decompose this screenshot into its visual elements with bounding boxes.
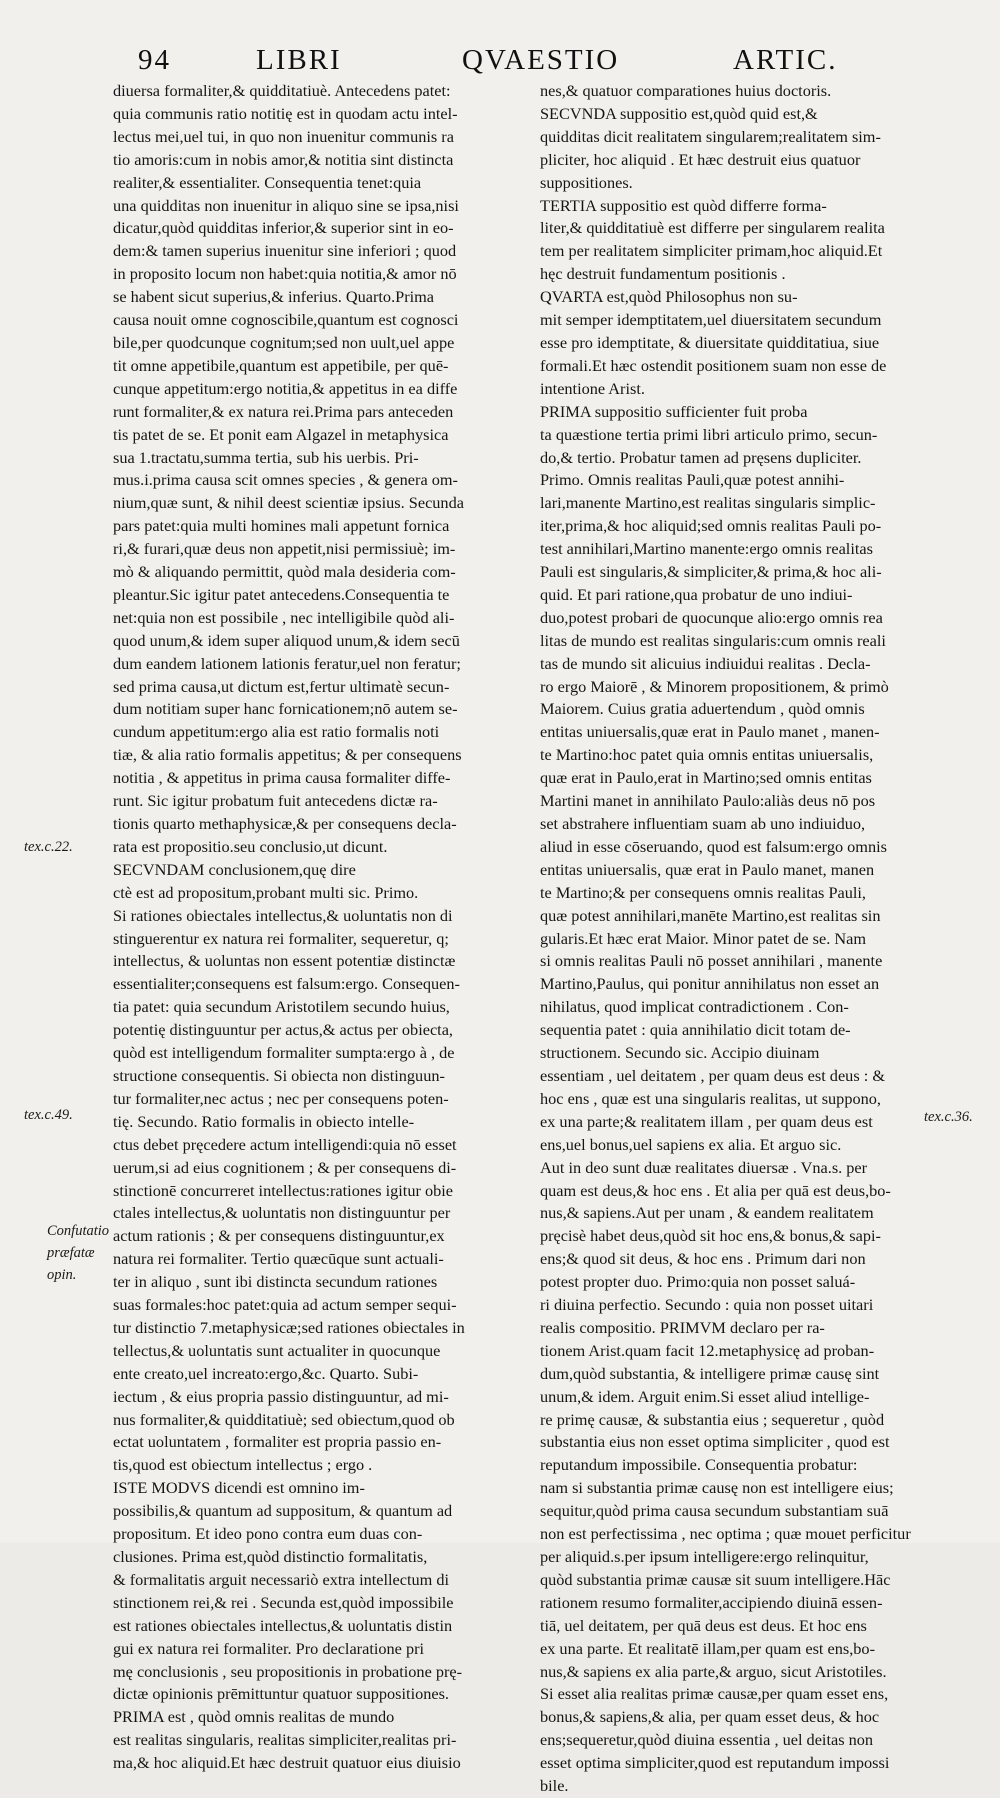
margin-note-right-1: tex.c.36.	[924, 1109, 973, 1125]
text-line: ctales intellectus,& uoluntatis non distinguuntur per	[113, 1203, 451, 1223]
text-line: suas formales:hoc patet:quia ad actum semper sequi-	[113, 1295, 457, 1315]
text-line: tię. Secundo. Ratio formalis in obiecto intelle-	[113, 1111, 415, 1131]
text-line: mit semper idemptitatem,uel diuersitatem secundum	[540, 310, 882, 330]
text-line: nium,quæ sunt, & nihil deest scientiæ ipsius. Secunda	[113, 493, 464, 513]
text-line: set abstrahere influentiam suam ab uno indiuiduo,	[540, 814, 866, 833]
text-line: quidditas dicit realitatem singularem;realitatem sim-	[540, 126, 881, 146]
text-line: hoc ens , quæ est una singularis realitas, ut suppono,	[540, 1088, 881, 1108]
text-line: Martino,Paulus, qui ponitur annihilatus non esset an	[540, 974, 880, 994]
text-line: per aliquid.s.per ipsum intelligere:ergo relinquitur,	[540, 1547, 869, 1566]
text-line: una quidditas non inuenitur in aliquo sine se ipsa,nisi	[113, 195, 459, 215]
text-line: rationem resumo formaliter,accipiendo diuinā essen-	[540, 1592, 883, 1612]
text-line: pliciter, hoc aliquid . Et hæc destruit eius quatuor	[540, 149, 861, 169]
margin-note-left-2: tex.c.49.	[24, 1107, 73, 1123]
text-line: Martini manet in annihilato Paulo:aliàs deus nō pos	[540, 791, 876, 811]
page-number: 94	[138, 44, 171, 76]
text-line: entitas uniuersalis,quæ erat in Paulo manet , manen-	[540, 722, 880, 742]
text-line: te Martino:hoc patet quia omnis entitas uniuersalis,	[540, 745, 874, 765]
text-line: gui ex natura rei formaliter. Pro declaratione pri	[113, 1638, 425, 1658]
text-line: Maiorem. Cuius gratia aduertendum , quòd omnis	[540, 699, 865, 719]
running-head-left: LIBRI	[256, 44, 342, 76]
text-line: propositum. Et ideo pono contra eum duas con-	[113, 1524, 423, 1544]
text-line: formali.Et hæc ostendit positionem suam non esse de	[540, 355, 887, 375]
text-line: ex una parte. Et realitatē illam,per quam est ens,bo-	[540, 1638, 875, 1658]
text-line: nus formaliter,& quidditatiuè; sed obiectum,quod ob	[113, 1409, 455, 1429]
running-head-center: QVAESTIO	[462, 44, 620, 76]
text-line: SECVNDAM conclusionem,quę dire	[113, 859, 356, 879]
text-line: stinguerentur ex natura rei formaliter, sequeretur, q;	[113, 928, 449, 948]
left-text-column	[113, 80, 515, 1775]
text-line: stinctionē concurreret intellectus:rationes igitur obie	[113, 1180, 453, 1200]
text-line: Primo. Omnis realitas Pauli,quæ potest annihi-	[540, 470, 845, 490]
text-line: dum eandem lationem lationis feratur,uel non feratur;	[113, 653, 461, 673]
text-line: intellectus, & uoluntas non essent potentiæ distinctæ	[113, 951, 456, 971]
text-line: bile,per quodcunque cognitum;sed non uult,uel appe	[113, 332, 455, 352]
text-line: te Martino;& per consequens omnis realitas Pauli,	[540, 882, 867, 902]
text-line: ma,& hoc aliquid.Et hæc destruit quatuor eius diuisio	[113, 1753, 461, 1773]
text-line: esse pro idemptitate, & diuersitate quidditatiua, siue	[540, 332, 880, 352]
text-line: sequitur,quòd prima causa secundum substantiam suā	[540, 1501, 889, 1521]
running-head-right: ARTIC.	[733, 44, 838, 76]
text-line: ri diuina perfectio. Secundo : quia non posset uitari	[540, 1295, 874, 1315]
running-head	[0, 44, 1000, 84]
text-line: quæ potest annihilari,manēte Martino,est realitas sin	[540, 905, 881, 925]
text-line: entitas uniuersalis, quæ erat in Paulo manet, manen	[540, 859, 875, 879]
margin-note-left-1: tex.c.22.	[24, 839, 73, 855]
text-line: ctè est ad propositum,probant multi sic. Primo.	[113, 882, 419, 902]
text-line: net:quia non est possibile , nec intelligibile quòd ali-	[113, 607, 455, 627]
text-line: est realitas singularis, realitas simpliciter,realitas pri-	[113, 1730, 457, 1750]
text-line: unum,& idem. Arguit enim.Si esset aliud intellige-	[540, 1386, 870, 1406]
text-line: ex una parte;& realitatem illam , per quam deus est	[540, 1111, 873, 1131]
margin-note-left-3: Confutatio	[47, 1223, 110, 1239]
text-line: se habent sicut superius,& inferius. Quarto.Prima	[113, 287, 435, 307]
text-line: diuersa formaliter,& quidditatiuè. Antecedens patet:	[113, 81, 451, 100]
text-line: realiter,& essentialiter. Consequentia tenet:quia	[113, 172, 422, 192]
text-line: esset optima simpliciter,quod est reputandum impossi	[540, 1753, 890, 1773]
text-line: pars patet:quia multi homines mali appetunt fornica	[113, 516, 450, 536]
text-line: PRIMA est , quòd omnis realitas de mundo	[113, 1707, 395, 1727]
text-line: mę conclusionis , seu propositionis in probatione prę-	[113, 1661, 463, 1681]
text-line: substantia eius non esset optima simpliciter , quod est	[540, 1432, 890, 1452]
text-line: essentiam , uel deitatem , per quam deus est deus : &	[540, 1065, 885, 1085]
text-line: SECVNDA suppositio est,quòd quid est,&	[540, 103, 818, 123]
text-line: tio amoris:cum in nobis amor,& notitia sint distincta	[113, 149, 454, 169]
text-line: tem per realitatem simpliciter primam,hoc aliquid.Et	[540, 241, 883, 261]
text-line: iter,prima,& hoc aliquid;sed omnis realitas Pauli po-	[540, 516, 882, 536]
text-line: si omnis realitas Pauli nō posset annihilari , manente	[540, 951, 883, 971]
text-line: intentione Arist.	[540, 378, 645, 398]
text-line: dictæ opinionis prēmittuntur quatuor suppositiones.	[113, 1684, 450, 1704]
text-line: runt formaliter,& ex natura rei.Prima pars anteceden	[113, 401, 454, 421]
text-line: uerum,si ad eius cognitionem ; & per consequens di-	[113, 1157, 457, 1177]
text-line: sequentia patet : quia annihilatio dicit totam de-	[540, 1020, 851, 1040]
text-line: nes,& quatuor comparationes huius doctoris.	[540, 81, 832, 100]
text-line: ens,uel bonus,uel sapiens ex alia. Et arguo sic.	[540, 1134, 842, 1154]
text-line: tiā, uel deitatem, per quā deus est deus. Et hoc ens	[540, 1615, 867, 1635]
text-line: tur distinctio 7.metaphysicæ;sed rationes obiectales in	[113, 1317, 465, 1337]
text-line: gularis.Et hæc erat Maior. Minor patet de se. Nam	[540, 928, 866, 948]
text-line: quia communis ratio notitię est in quodam actu intel-	[113, 103, 458, 123]
text-line: tis patet de se. Et ponit eam Algazel in metaphysica	[113, 424, 449, 444]
text-line: ente creato,uel increato:ergo,&c. Quarto. Subi-	[113, 1363, 419, 1383]
text-line: ISTE MODVS dicendi est omnino im-	[113, 1478, 365, 1498]
margin-note-left-4: præfatæ	[47, 1245, 95, 1261]
text-line: non est perfectissima , nec optima ; quæ mouet perficitur	[540, 1524, 911, 1544]
text-line: bile.	[540, 1776, 569, 1796]
text-line: PRIMA suppositio sufficienter fuit proba	[540, 401, 808, 421]
text-line: tit omne appetibile,quantum est appetibile, per quē-	[113, 355, 449, 375]
text-line: nihilatus, quod implicat contradictionem . Con-	[540, 997, 849, 1017]
text-line: Si esset alia realitas primæ causæ,per quam esset ens,	[540, 1684, 889, 1704]
text-line: lari,manente Martino,est realitas singularis simplic-	[540, 493, 876, 513]
text-line: quid. Et pari ratione,qua probatur de uno indiui-	[540, 584, 853, 604]
text-line: test annihilari,Martino manente:ergo omnis realitas	[540, 539, 873, 559]
text-line: structionem. Secundo sic. Accipio diuinam	[540, 1043, 820, 1063]
text-line: dum,quòd substantia, & intelligere primæ causę sint	[540, 1363, 880, 1383]
text-line: lectus mei,uel tui, in quo non inuenitur communis ra	[113, 126, 454, 146]
text-line: reputandum impossibile. Consequentia probatur:	[540, 1455, 858, 1475]
text-line: quòd substantia primæ causæ sit suum intelligere.Hāc	[540, 1569, 891, 1589]
text-line: sua 1.tractatu,summa tertia, sub his uerbis. Pri-	[113, 447, 419, 467]
text-line: rata est propositio.seu conclusio,ut dicunt.	[113, 836, 388, 856]
right-text-column	[540, 80, 945, 1798]
text-line: quod unum,& idem super aliquod unum,& idem secū	[113, 630, 460, 650]
text-line: litas de mundo est realitas singularis:cum omnis reali	[540, 630, 886, 650]
text-line: ens;& quod sit deus, & hoc ens . Primum dari non	[540, 1249, 866, 1269]
text-line: runt. Sic igitur probatum fuit antecedens dictæ ra-	[113, 791, 438, 811]
text-line: potest propter duo. Primo:quia non posset saluá-	[540, 1272, 856, 1292]
text-line: tur formaliter,nec actus ; nec per consequens poten-	[113, 1088, 449, 1108]
text-line: mò & aliquando permittit, quòd mala desideria com-	[113, 562, 456, 582]
margin-note-left-5: opin.	[47, 1267, 77, 1283]
text-line: tionem Arist.quam facit 12.metaphysicę ad proban-	[540, 1340, 875, 1360]
text-line: actum rationis ; & per consequens distinguuntur,ex	[113, 1226, 445, 1246]
text-line: cundum appetitum:ergo alia est ratio formalis noti	[113, 722, 440, 742]
text-line: ta quæstione tertia primi libri articulo primo, secun-	[540, 424, 878, 444]
text-line: Aut in deo sunt duæ realitates diuersæ . Vna.s. per	[540, 1157, 868, 1177]
text-line: nam si substantia primæ causę non est intelligere eius;	[540, 1478, 894, 1498]
text-line: est rationes obiectales intellectus,& uoluntatis distin	[113, 1615, 453, 1635]
text-line: ri,& furari,quæ deus non appetit,nisi permissiuè; im-	[113, 539, 456, 559]
text-line: tis,quod est obiectum intellectus ; ergo .	[113, 1455, 373, 1475]
text-line: causa nouit omne cognoscibile,quantum est cognosci	[113, 310, 459, 330]
text-line: tas de mundo sit alicuius indiuidui realitas . Decla-	[540, 653, 871, 673]
text-line: duo,potest probari de quocunque alio:ergo omnis rea	[540, 607, 883, 627]
text-line: iectum , & eius propria passio distinguuntur, ad mi-	[113, 1386, 449, 1406]
text-line: ens;sequeretur,quòd diuina essentia , uel deitas non	[540, 1730, 874, 1750]
text-line: & formalitatis arguit necessariò extra intellectum di	[113, 1569, 450, 1589]
text-line: tiæ, & alia ratio formalis appetitus; & per consequens	[113, 745, 462, 765]
text-line: ro ergo Maiorē , & Minorem propositionem, & primò	[540, 676, 889, 696]
text-line: do,& tertio. Probatur tamen ad pręsens dupliciter.	[540, 447, 862, 467]
text-line: tia patet: quia secundum Aristotilem secundo huius,	[113, 997, 450, 1017]
text-line: Si rationes obiectales intellectus,& uoluntatis non di	[113, 905, 453, 925]
text-line: in proposito locum non habet:quia notitia,& amor nō	[113, 264, 457, 284]
text-line: quòd est intelligendum formaliter sumpta:ergo à , de	[113, 1043, 455, 1063]
text-line: natura rei formaliter. Tertio quæcūque sunt actuali-	[113, 1249, 444, 1269]
text-line: ectat uoluntatem , formaliter est propria passio en-	[113, 1432, 442, 1452]
text-line: TERTIA suppositio est quòd differre forma-	[540, 195, 827, 215]
text-line: Pauli est singularis,& simpliciter,& prima,& hoc ali-	[540, 562, 882, 582]
text-line: nus,& sapiens.Aut per unam , & eandem realitatem	[540, 1203, 874, 1223]
text-line: re primę causæ, & substantia eius ; sequeretur , quòd	[540, 1409, 885, 1429]
text-line: tellectus,& uoluntatis sunt actualiter in quocunque	[113, 1340, 441, 1360]
text-line: hęc destruit fundamentum positionis .	[540, 264, 786, 284]
text-line: stinctionem rei,& rei . Secunda est,quòd impossibile	[113, 1592, 454, 1612]
text-line: notitia , & appetitus in prima causa formaliter diffe-	[113, 768, 451, 788]
text-line: structione consequentis. Si obiecta non distinguun-	[113, 1065, 445, 1085]
text-line: dum notitiam super hanc fornicationem;nō autem se-	[113, 699, 458, 719]
text-line: tionis quarto methaphysicæ,& per consequens decla-	[113, 814, 457, 833]
text-line: ctus debet pręcedere actum intelligendi:quia nō esset	[113, 1134, 457, 1154]
text-line: quæ erat in Paulo,erat in Martino;sed omnis entitas	[540, 768, 872, 788]
text-line: bonus,& sapiens,& alia, per quam esset deus, & hoc	[540, 1707, 880, 1727]
text-line: dicatur,quòd quidditas inferior,& superior sint in eo-	[113, 218, 454, 238]
text-line: liter,& quidditatiuè est differre per singularem realita	[540, 218, 885, 238]
text-line: pręcisè habet deus,quòd sit hoc ens,& bonus,& sapi-	[540, 1226, 881, 1246]
text-line: suppositiones.	[540, 172, 633, 192]
text-line: ter in aliquo , sunt ibi distincta secundum rationes	[113, 1272, 438, 1292]
text-line: possibilis,& quantum ad suppositum, & quantum ad	[113, 1501, 453, 1521]
text-line: dem:& tamen superius inuenitur sine inferiori ; quod	[113, 241, 457, 261]
text-line: pleantur.Sic igitur patet antecedens.Consequentia te	[113, 584, 450, 604]
text-line: sed prima causa,ut dictum est,fertur ultimatè secun-	[113, 676, 450, 696]
text-line: mus.i.prima causa scit omnes species , & genera om-	[113, 470, 458, 490]
text-line: QVARTA est,quòd Philosophus non su-	[540, 287, 798, 307]
text-line: quam est deus,& hoc ens . Et alia per quā est deus,bo-	[540, 1180, 891, 1200]
text-line: clusiones. Prima est,quòd distinctio formalitatis,	[113, 1547, 428, 1566]
text-line: cunque appetitum:ergo notitia,& appetitus in ea diffe	[113, 378, 458, 398]
text-line: potentię distinguuntur per actus,& actus per obiecta,	[113, 1020, 453, 1040]
text-line: realis compositio. PRIMVM declaro per ra-	[540, 1317, 825, 1337]
text-line: nus,& sapiens ex alia parte,& arguo, sicut Aristotiles.	[540, 1661, 887, 1681]
text-line: essentialiter;consequens est falsum:ergo. Consequen-	[113, 974, 460, 994]
text-line: aliud in esse cōseruando, quod est falsum:ergo omnis	[540, 836, 887, 856]
